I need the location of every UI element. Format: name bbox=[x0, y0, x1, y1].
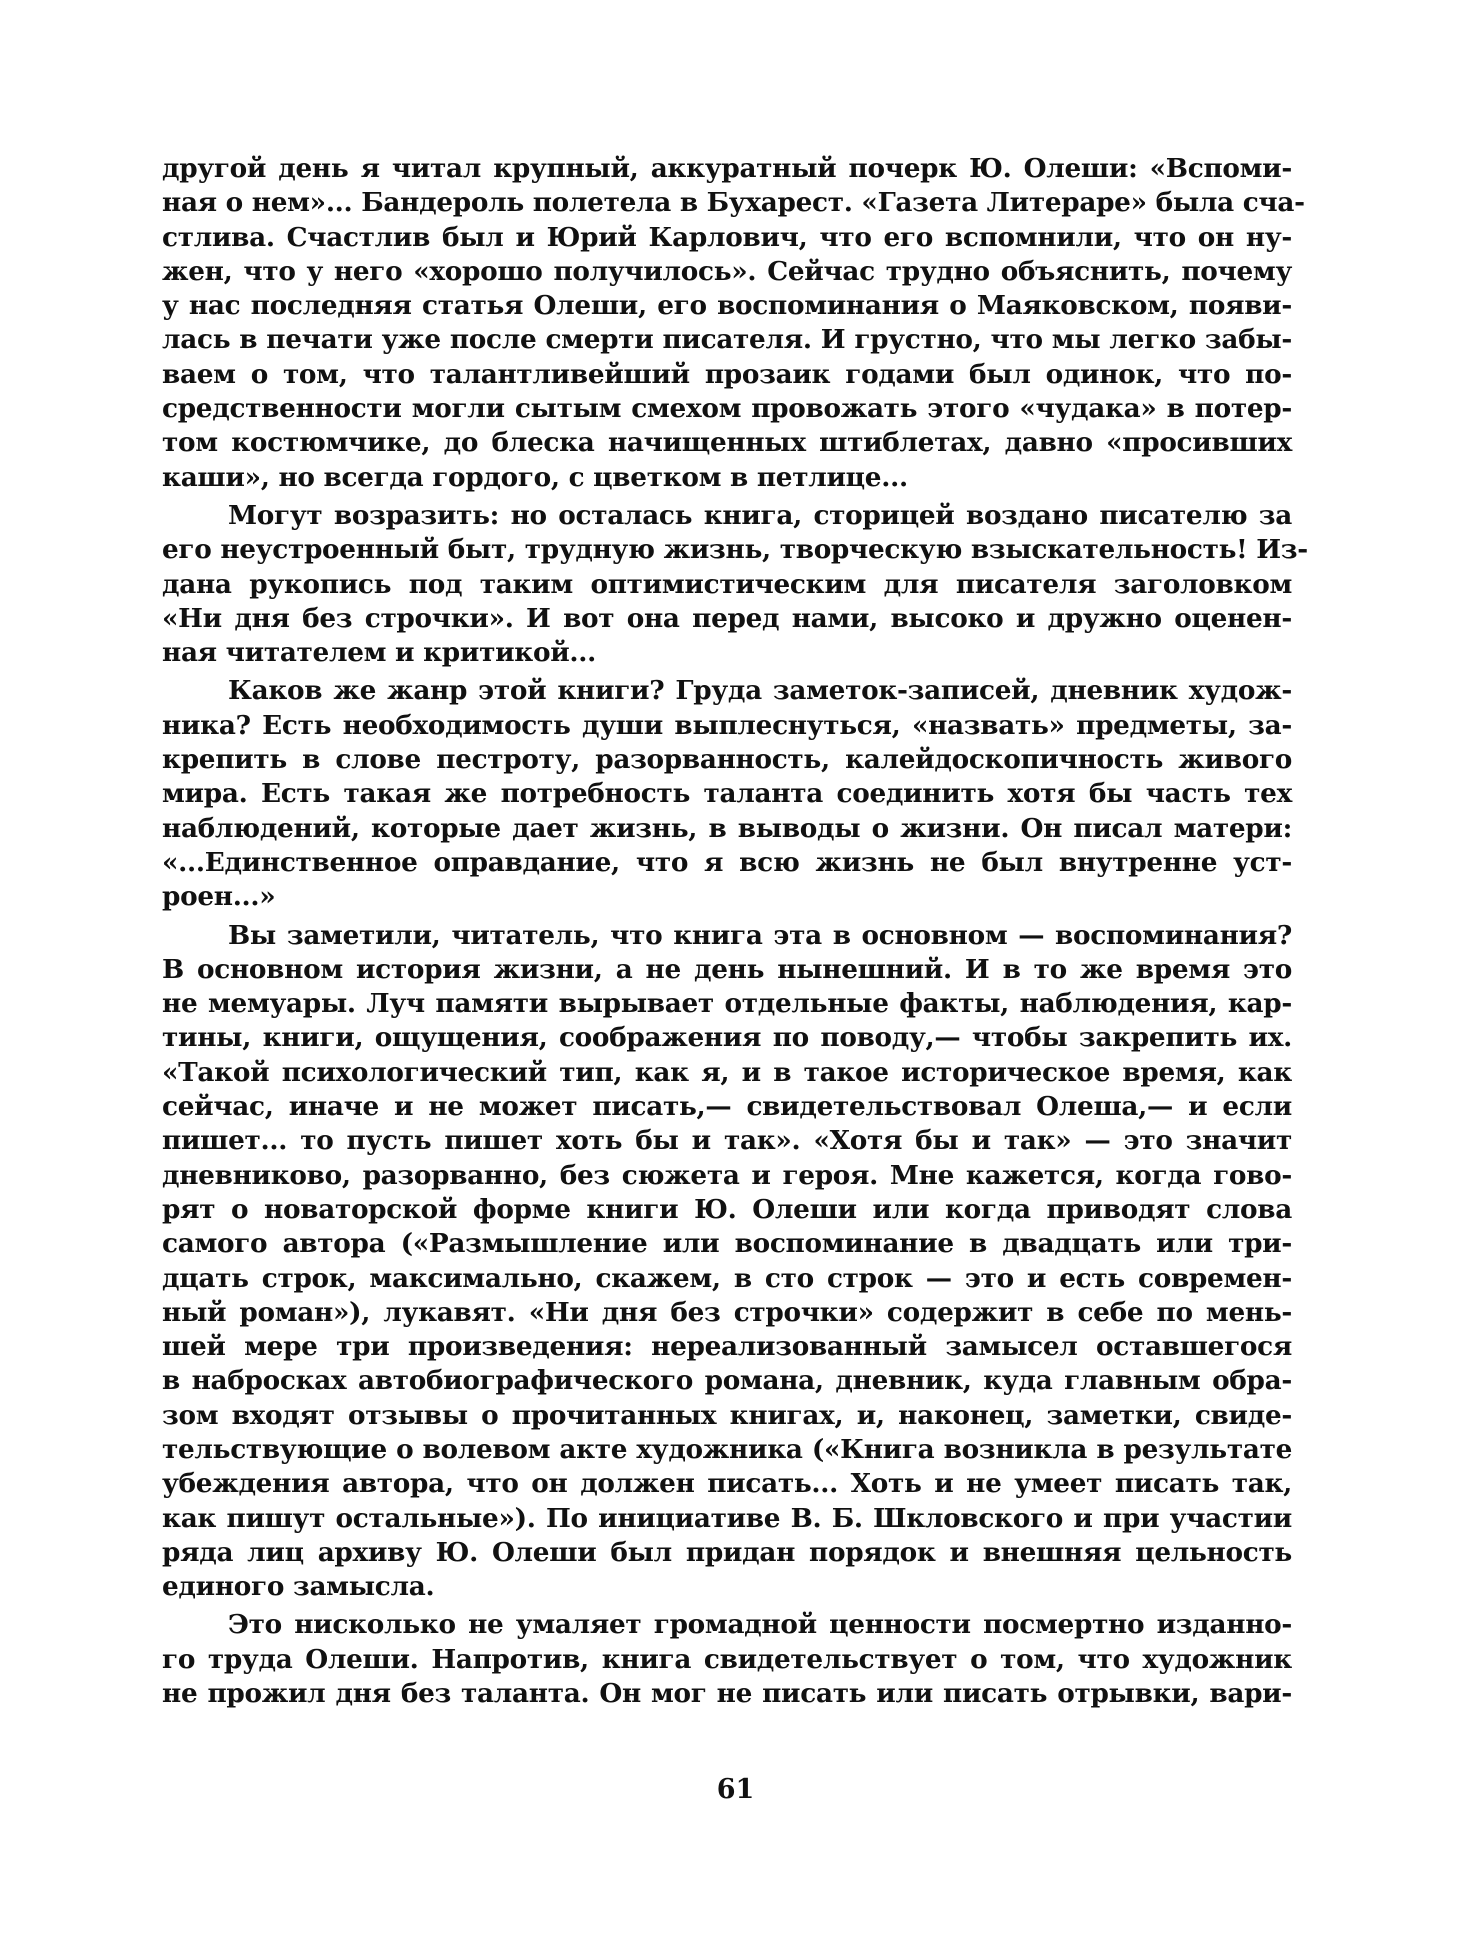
text-line: каши», но всегда гордого, с цветком в петлице... bbox=[162, 461, 908, 493]
text-line: в набросках автобиографического романа, дневник, куда главным обра- bbox=[162, 1365, 1292, 1397]
paragraph bbox=[162, 152, 1305, 495]
paragraph bbox=[162, 919, 1292, 1605]
text-line: ряда лиц архиву Ю. Олеши был придан порядок и внешняя цельность bbox=[162, 1536, 1292, 1568]
text-line: шей мере три произведения: нереализованный замысел оставшегося bbox=[162, 1331, 1292, 1363]
text-line: убеждения автора, что он должен писать... Хоть и не умеет писать так, bbox=[162, 1468, 1292, 1500]
text-line: стлива. Счастлив был и Юрий Карлович, что его вспомнили, что он ну- bbox=[162, 221, 1292, 253]
text-line: ваем о том, что талантливейший прозаик годами был одинок, что по- bbox=[162, 358, 1292, 390]
text-line: сейчас, иначе и не может писать,— свидетельствовал Олеша,— и если bbox=[162, 1091, 1292, 1123]
text-line: не прожил дня без таланта. Он мог не писать или писать отрывки, вари- bbox=[162, 1678, 1292, 1710]
text-line: дцать строк, максимально, скажем, в сто строк — это и есть современ- bbox=[162, 1262, 1292, 1294]
text-line: го труда Олеши. Напротив, книга свидетельствует о том, что художник bbox=[162, 1643, 1292, 1675]
text-line: пишет... то пусть пишет хоть бы и так». «Хотя бы и так» — это значит bbox=[162, 1125, 1292, 1157]
text-line: крепить в слове пестроту, разорванность, калейдоскопичность живого bbox=[162, 744, 1292, 776]
paragraph bbox=[162, 499, 1308, 670]
text-line: зом входят отзывы о прочитанных книгах, и, наконец, заметки, свиде- bbox=[162, 1399, 1292, 1431]
text-line: «Ни дня без строчки». И вот она перед нами, высоко и дружно оценен- bbox=[162, 602, 1292, 634]
text-line: мира. Есть такая же потребность таланта соединить хотя бы часть тех bbox=[162, 778, 1292, 810]
text-line: тельствующие о волевом акте художника («Книга возникла в результате bbox=[162, 1433, 1292, 1465]
paragraph bbox=[162, 1608, 1292, 1711]
text-line: ная читателем и критикой... bbox=[162, 637, 596, 669]
text-line: Могут возразить: но осталась книга, сторицей воздано писателю за bbox=[228, 499, 1292, 531]
page-text bbox=[162, 152, 1308, 1711]
text-line: рят о новаторской форме книги Ю. Олеши или когда приводят слова bbox=[162, 1193, 1292, 1225]
text-line: том костюмчике, до блеска начищенных штиблетах, давно «просивших bbox=[162, 427, 1292, 459]
text-line: «Такой психологический тип, как я, и в такое историческое время, как bbox=[162, 1056, 1292, 1088]
text-line: роен...» bbox=[162, 881, 276, 913]
text-line: наблюдений, которые дает жизнь, в выводы о жизни. Он писал матери: bbox=[162, 812, 1292, 844]
text-line: его неустроенный быт, трудную жизнь, творческую взыскательность! Из- bbox=[162, 534, 1308, 566]
text-line: не мемуары. Луч памяти вырывает отдельные факты, наблюдения, кар- bbox=[162, 988, 1292, 1020]
text-line: другой день я читал крупный, аккуратный почерк Ю. Олеши: «Вспоми- bbox=[162, 153, 1292, 184]
text-line: дневниково, разорванно, без сюжета и героя. Мне кажется, когда гово- bbox=[162, 1159, 1292, 1191]
text-line: единого замысла. bbox=[162, 1571, 435, 1603]
paragraph bbox=[162, 674, 1292, 914]
text-line: ная о нем»... Бандероль полетела в Бухарест. «Газета Литераре» была сча- bbox=[162, 187, 1305, 219]
text-line: «...Единственное оправдание, что я всю жизнь не был внутренне уст- bbox=[162, 846, 1292, 878]
text-line: тины, книги, ощущения, соображения по поводу,— чтобы закрепить их. bbox=[162, 1022, 1292, 1054]
text-line: Это нисколько не умаляет громадной ценности посмертно изданно- bbox=[228, 1609, 1292, 1641]
text-line: ника? Есть необходимость души выплеснуться, «назвать» предметы, за- bbox=[162, 709, 1292, 741]
text-line: лась в печати уже после смерти писателя. И грустно, что мы легко забы- bbox=[162, 324, 1292, 356]
text-line: дана рукопись под таким оптимистическим для писателя заголовком bbox=[162, 568, 1292, 600]
text-line: самого автора («Размышление или воспоминание в двадцать или три- bbox=[162, 1228, 1292, 1260]
text-line: у нас последняя статья Олеши, его воспоминания о Маяковском, появи- bbox=[162, 290, 1292, 322]
page-number: 61 bbox=[716, 1774, 755, 1805]
text-line: ный роман»), лукавят. «Ни дня без строчки» содержит в себе по мень- bbox=[162, 1296, 1292, 1328]
text-line: Каков же жанр этой книги? Груда заметок-записей, дневник худож- bbox=[228, 675, 1292, 707]
text-line: жен, что у него «хорошо получилось». Сейчас трудно объяснить, почему bbox=[162, 255, 1292, 287]
text-line: как пишут остальные»). По инициативе В. Б. Шкловского и при участии bbox=[162, 1502, 1292, 1534]
text-line: В основном история жизни, а не день нынешний. И в то же время это bbox=[162, 953, 1292, 985]
text-line: средственности могли сытым смехом провожать этого «чудака» в потер- bbox=[162, 393, 1292, 425]
text-line: Вы заметили, читатель, что книга эта в основном — воспоминания? bbox=[228, 919, 1292, 951]
